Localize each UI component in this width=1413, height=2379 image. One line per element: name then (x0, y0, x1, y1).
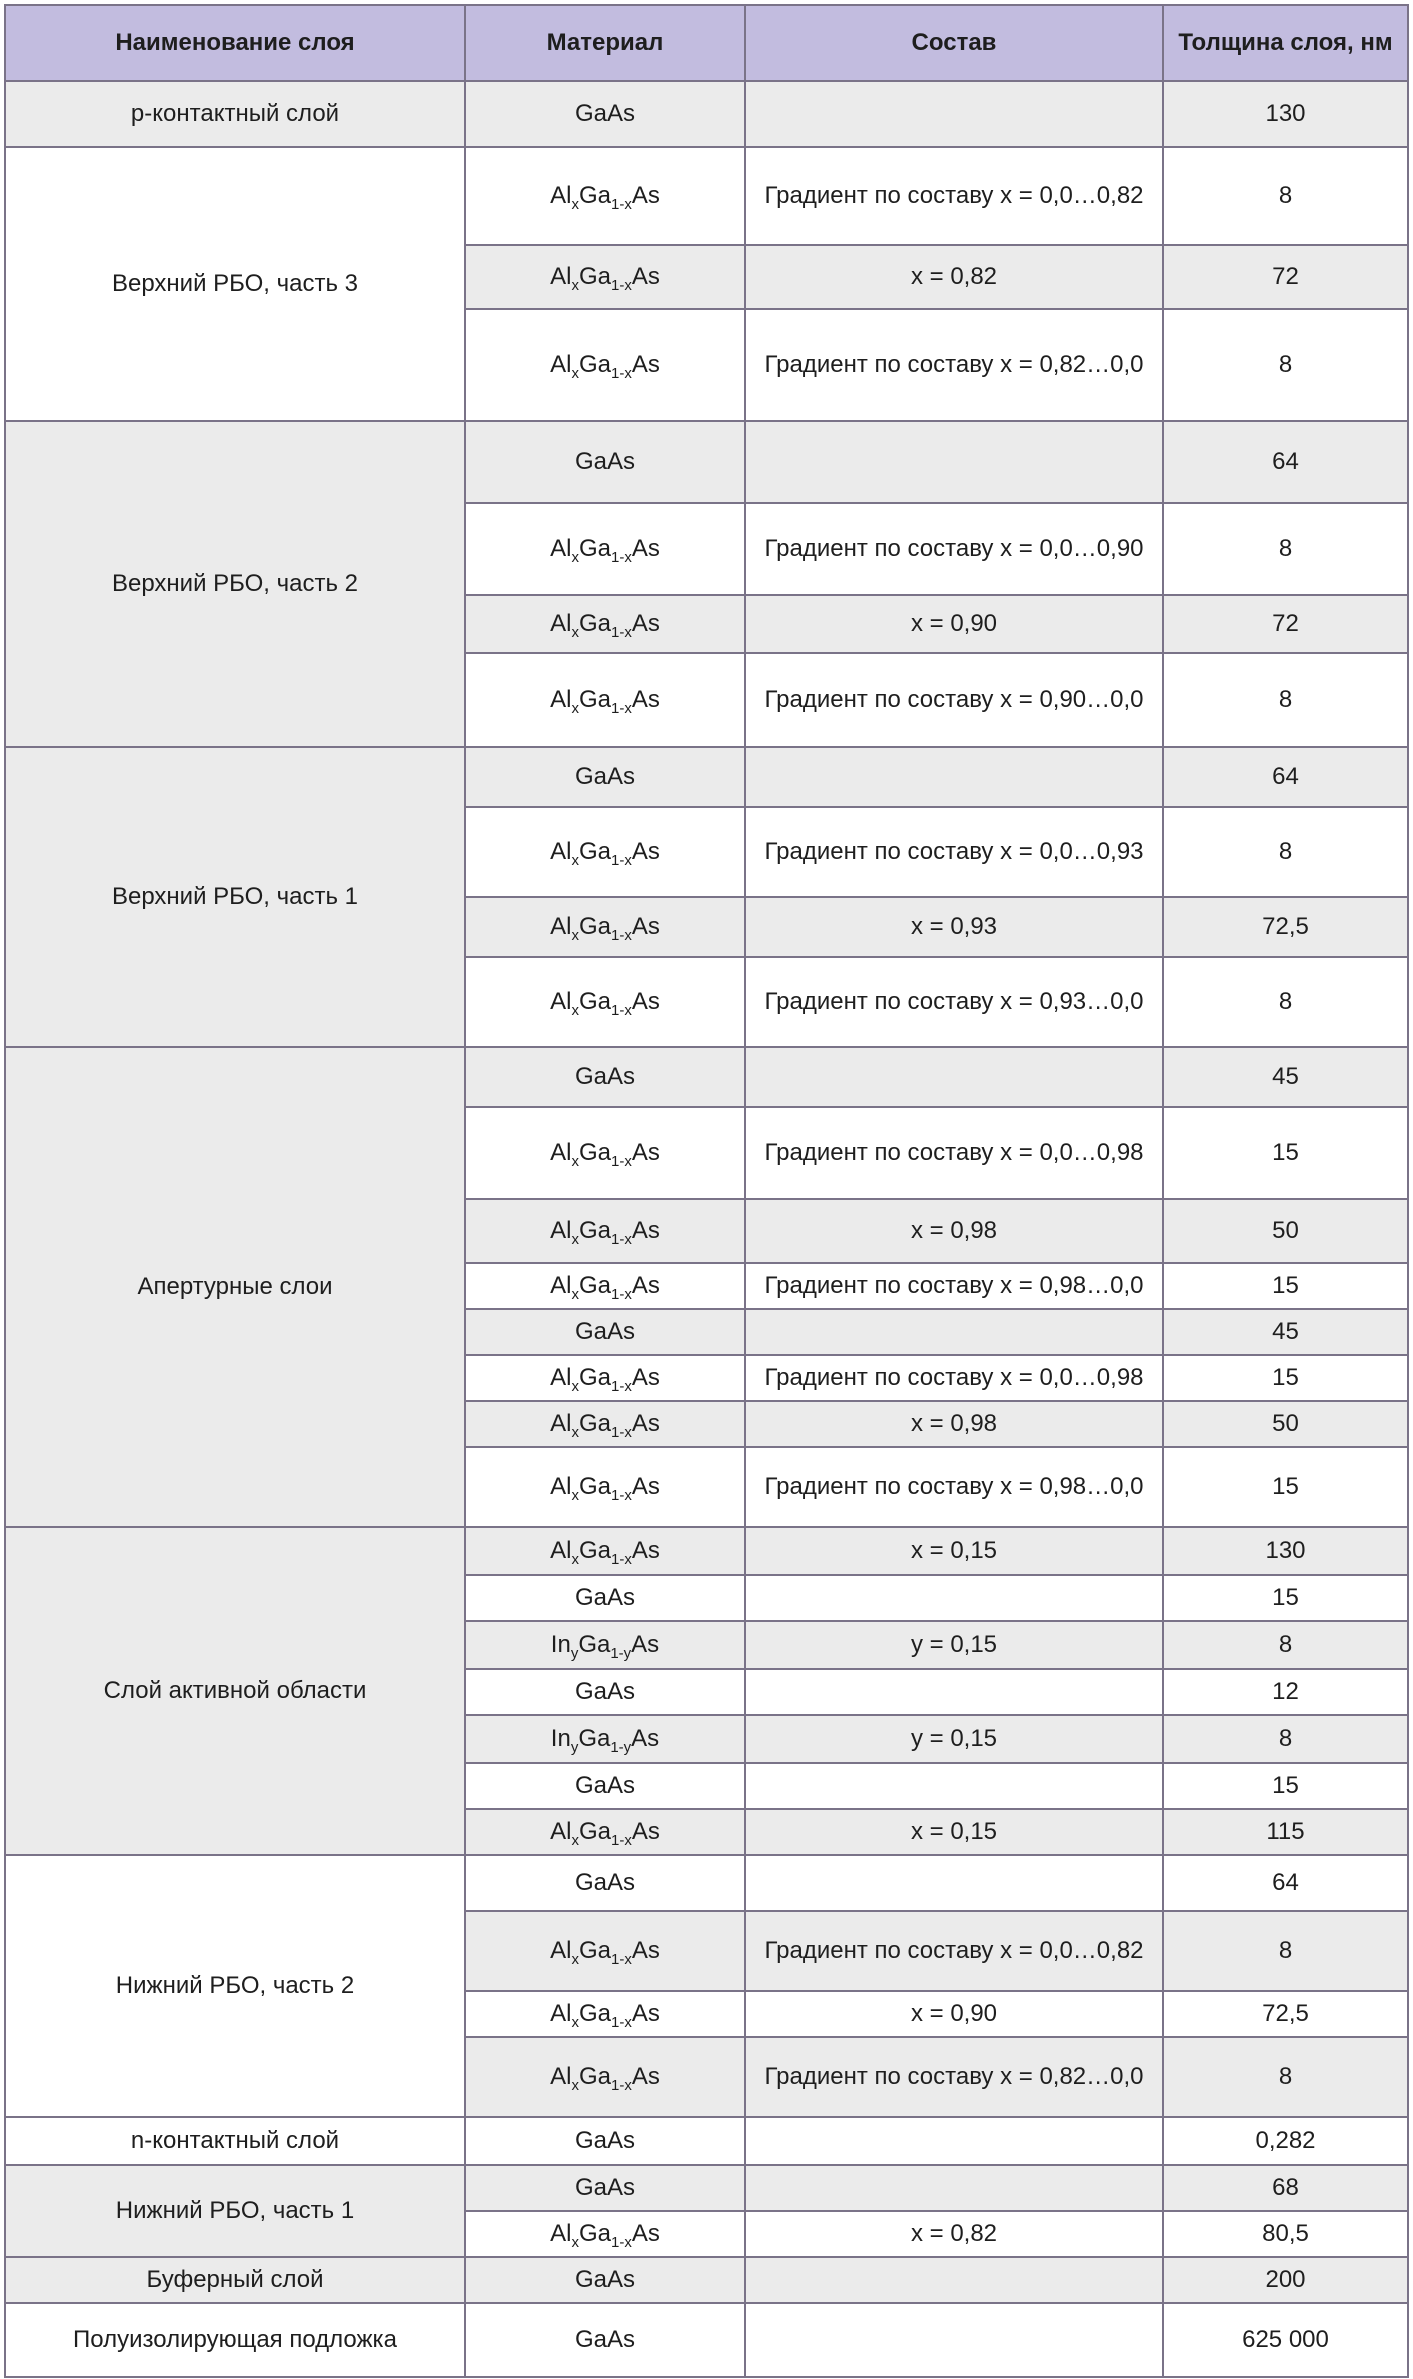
material-cell: GaAs (465, 2303, 745, 2377)
composition-cell: x = 0,90 (745, 1991, 1163, 2037)
material-cell: GaAs (465, 2165, 745, 2211)
table-row (5, 2165, 1408, 2211)
table-row (5, 421, 1408, 503)
composition-cell: x = 0,82 (745, 245, 1163, 309)
composition-cell (745, 2165, 1163, 2211)
material-cell (465, 897, 745, 957)
thickness-cell: 0,282 (1163, 2117, 1408, 2165)
material-formula: $Al_xGa_{1-x}As$ (550, 1937, 660, 1968)
composition-cell: x = 0,90 (745, 595, 1163, 653)
composition-cell (745, 1855, 1163, 1911)
composition-cell (745, 81, 1163, 147)
composition-cell (745, 1763, 1163, 1809)
composition-cell (745, 1309, 1163, 1355)
table-row (5, 2257, 1408, 2303)
composition-cell (745, 2257, 1163, 2303)
material-formula: $Al_xGa_{1-x}As$ (550, 610, 660, 641)
composition-cell: Градиент по составу x = 0,82…0,0 (745, 309, 1163, 421)
header-name: Наименование слоя (5, 5, 465, 81)
thickness-cell: 8 (1163, 2037, 1408, 2117)
thickness-cell: 72 (1163, 245, 1408, 309)
material-cell (465, 309, 745, 421)
thickness-cell: 8 (1163, 309, 1408, 421)
material-formula: $Al_xGa_{1-x}As$ (550, 2000, 660, 2031)
material-formula: $Al_xGa_{1-x}As$ (550, 351, 660, 382)
material-formula: $Al_xGa_{1-x}As$ (550, 182, 660, 213)
thickness-cell: 130 (1163, 1527, 1408, 1575)
composition-cell: Градиент по составу x = 0,93…0,0 (745, 957, 1163, 1047)
composition-cell: Градиент по составу x = 0,0…0,90 (745, 503, 1163, 595)
material-cell (465, 503, 745, 595)
material-cell: GaAs (465, 1669, 745, 1715)
material-cell (465, 1263, 745, 1309)
layer-structure-table (4, 4, 1409, 2378)
material-cell (465, 1621, 745, 1669)
layer-name-cell: Нижний РБО, часть 2 (5, 1855, 465, 2117)
thickness-cell: 8 (1163, 503, 1408, 595)
material-formula: $Al_xGa_{1-x}As$ (550, 686, 660, 717)
composition-cell: Градиент по составу x = 0,98…0,0 (745, 1447, 1163, 1527)
thickness-cell: 72,5 (1163, 1991, 1408, 2037)
composition-cell: Градиент по составу x = 0,90…0,0 (745, 653, 1163, 747)
layer-name-cell: Верхний РБО, часть 3 (5, 147, 465, 421)
material-formula: $Al_xGa_{1-x}As$ (550, 1473, 660, 1504)
material-cell (465, 1527, 745, 1575)
table-row (5, 1855, 1408, 1911)
layer-name-cell: Верхний РБО, часть 1 (5, 747, 465, 1047)
thickness-cell: 64 (1163, 1855, 1408, 1911)
material-cell (465, 2037, 745, 2117)
layer-name-cell: Нижний РБО, часть 1 (5, 2165, 465, 2257)
composition-cell: x = 0,93 (745, 897, 1163, 957)
material-formula: $In_yGa_{1-y}As$ (550, 1631, 660, 1662)
thickness-cell: 45 (1163, 1047, 1408, 1107)
composition-cell: Градиент по составу x = 0,0…0,82 (745, 147, 1163, 245)
composition-cell: x = 0,82 (745, 2211, 1163, 2257)
material-formula: $Al_xGa_{1-x}As$ (550, 1537, 660, 1568)
thickness-cell: 8 (1163, 1911, 1408, 1991)
material-cell: GaAs (465, 1855, 745, 1911)
layer-name-cell: p-контактный слой (5, 81, 465, 147)
composition-cell: Градиент по составу x = 0,82…0,0 (745, 2037, 1163, 2117)
thickness-cell: 8 (1163, 1715, 1408, 1763)
material-cell: GaAs (465, 1047, 745, 1107)
header-composition: Состав (745, 5, 1163, 81)
material-cell: GaAs (465, 747, 745, 807)
material-formula: $Al_xGa_{1-x}As$ (550, 988, 660, 1019)
thickness-cell: 50 (1163, 1199, 1408, 1263)
table-row (5, 147, 1408, 245)
thickness-cell: 8 (1163, 1621, 1408, 1669)
thickness-cell: 64 (1163, 421, 1408, 503)
composition-cell: Градиент по составу x = 0,0…0,98 (745, 1107, 1163, 1199)
table-row (5, 2117, 1408, 2165)
composition-cell (745, 2117, 1163, 2165)
layer-name-cell: Апертурные слои (5, 1047, 465, 1527)
thickness-cell: 50 (1163, 1401, 1408, 1447)
material-cell: GaAs (465, 2117, 745, 2165)
material-cell (465, 1447, 745, 1527)
material-formula: $Al_xGa_{1-x}As$ (550, 535, 660, 566)
table-row (5, 747, 1408, 807)
composition-cell: Градиент по составу x = 0,0…0,98 (745, 1355, 1163, 1401)
header-material: Материал (465, 5, 745, 81)
material-cell: GaAs (465, 1763, 745, 1809)
thickness-cell: 8 (1163, 653, 1408, 747)
thickness-cell: 72,5 (1163, 897, 1408, 957)
material-cell (465, 1401, 745, 1447)
material-formula: $Al_xGa_{1-x}As$ (550, 2220, 660, 2251)
material-cell (465, 245, 745, 309)
material-cell: GaAs (465, 421, 745, 503)
material-formula: $Al_xGa_{1-x}As$ (550, 1217, 660, 1248)
material-formula: $Al_xGa_{1-x}As$ (550, 913, 660, 944)
thickness-cell: 15 (1163, 1763, 1408, 1809)
composition-cell (745, 747, 1163, 807)
thickness-cell: 15 (1163, 1263, 1408, 1309)
table-row (5, 1047, 1408, 1107)
table-header (5, 5, 1408, 81)
material-formula: $Al_xGa_{1-x}As$ (550, 2063, 660, 2094)
material-cell (465, 1199, 745, 1263)
composition-cell: x = 0,98 (745, 1199, 1163, 1263)
composition-cell (745, 1047, 1163, 1107)
material-cell (465, 1911, 745, 1991)
thickness-cell: 15 (1163, 1107, 1408, 1199)
thickness-cell: 15 (1163, 1575, 1408, 1621)
material-formula: $Al_xGa_{1-x}As$ (550, 1410, 660, 1441)
composition-cell: Градиент по составу x = 0,0…0,93 (745, 807, 1163, 897)
layer-name-cell: Слой активной области (5, 1527, 465, 1855)
material-formula: $Al_xGa_{1-x}As$ (550, 1818, 660, 1849)
composition-cell (745, 421, 1163, 503)
material-cell (465, 1715, 745, 1763)
material-formula: $Al_xGa_{1-x}As$ (550, 263, 660, 294)
material-cell: GaAs (465, 1575, 745, 1621)
thickness-cell: 200 (1163, 2257, 1408, 2303)
table-body (5, 81, 1408, 2377)
thickness-cell: 80,5 (1163, 2211, 1408, 2257)
composition-cell (745, 1669, 1163, 1715)
thickness-cell: 68 (1163, 2165, 1408, 2211)
material-cell: GaAs (465, 1309, 745, 1355)
material-cell (465, 957, 745, 1047)
material-cell: GaAs (465, 2257, 745, 2303)
composition-cell: x = 0,15 (745, 1809, 1163, 1855)
composition-cell: y = 0,15 (745, 1715, 1163, 1763)
material-cell (465, 2211, 745, 2257)
table-row (5, 2303, 1408, 2377)
material-formula: $Al_xGa_{1-x}As$ (550, 838, 660, 869)
composition-cell: x = 0,98 (745, 1401, 1163, 1447)
header-thickness: Толщина слоя, нм (1163, 5, 1408, 81)
layer-name-cell: Буферный слой (5, 2257, 465, 2303)
material-formula: $Al_xGa_{1-x}As$ (550, 1364, 660, 1395)
table-row (5, 81, 1408, 147)
thickness-cell: 115 (1163, 1809, 1408, 1855)
material-formula: $Al_xGa_{1-x}As$ (550, 1272, 660, 1303)
thickness-cell: 15 (1163, 1447, 1408, 1527)
material-cell (465, 653, 745, 747)
thickness-cell: 8 (1163, 147, 1408, 245)
thickness-cell: 625 000 (1163, 2303, 1408, 2377)
composition-cell (745, 1575, 1163, 1621)
material-cell (465, 147, 745, 245)
thickness-cell: 72 (1163, 595, 1408, 653)
thickness-cell: 8 (1163, 957, 1408, 1047)
table-row (5, 1527, 1408, 1575)
layer-name-cell: Полуизолирующая подложка (5, 2303, 465, 2377)
material-cell (465, 807, 745, 897)
composition-cell: x = 0,15 (745, 1527, 1163, 1575)
thickness-cell: 8 (1163, 807, 1408, 897)
material-cell (465, 1809, 745, 1855)
material-cell (465, 1355, 745, 1401)
composition-cell: y = 0,15 (745, 1621, 1163, 1669)
material-formula: $In_yGa_{1-y}As$ (550, 1725, 660, 1756)
thickness-cell: 15 (1163, 1355, 1408, 1401)
thickness-cell: 130 (1163, 81, 1408, 147)
composition-cell (745, 2303, 1163, 2377)
material-formula: $Al_xGa_{1-x}As$ (550, 1139, 660, 1170)
material-cell: GaAs (465, 81, 745, 147)
composition-cell: Градиент по составу x = 0,0…0,82 (745, 1911, 1163, 1991)
material-cell (465, 1107, 745, 1199)
layer-name-cell: Верхний РБО, часть 2 (5, 421, 465, 747)
material-cell (465, 595, 745, 653)
thickness-cell: 12 (1163, 1669, 1408, 1715)
thickness-cell: 64 (1163, 747, 1408, 807)
thickness-cell: 45 (1163, 1309, 1408, 1355)
composition-cell: Градиент по составу x = 0,98…0,0 (745, 1263, 1163, 1309)
layer-name-cell: n-контактный слой (5, 2117, 465, 2165)
material-cell (465, 1991, 745, 2037)
